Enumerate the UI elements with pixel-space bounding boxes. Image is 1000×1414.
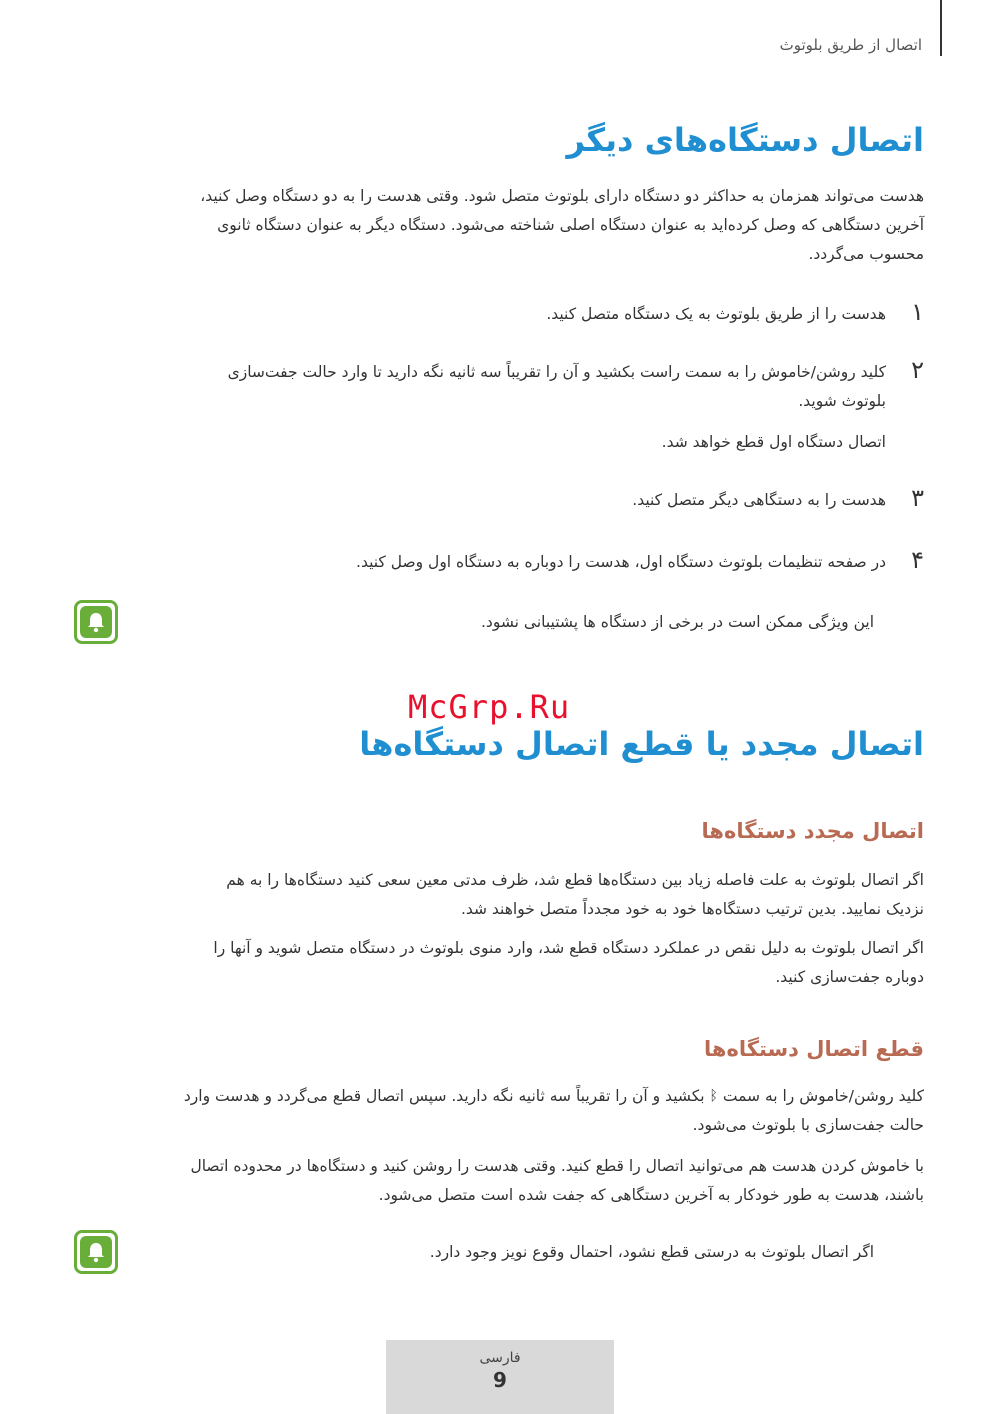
reconnect-paragraph-2 [74, 934, 924, 992]
step-number: ۲ [911, 356, 924, 384]
watermark: McGrp.Ru [408, 688, 571, 726]
note-box [74, 1230, 924, 1278]
paragraph-line: باشند، هدست به طور خودکار به آخرین دستگاهی که جفت شده است متصل می‌شود. [378, 1186, 924, 1204]
step-2-sub [74, 428, 924, 457]
section-title-reconnect-disconnect: اتصال مجدد یا قطع اتصال دستگاه‌ها [359, 725, 924, 763]
note-box [74, 600, 924, 648]
step-text: بلوتوث شوید. [798, 392, 886, 410]
step-text: اتصال دستگاه اول قطع خواهد شد. [661, 433, 886, 451]
reconnect-paragraph-1 [74, 866, 924, 924]
paragraph-line: اگر اتصال بلوتوث به دلیل نقص در عملکرد دستگاه قطع شد، وارد منوی بلوتوث در دستگاه متصل شوید و آنها را [213, 939, 924, 957]
disconnect-paragraph-1 [74, 1082, 924, 1140]
footer-language: فارسی [479, 1350, 521, 1366]
subsection-title-reconnect: اتصال مجدد دستگاه‌ها [701, 819, 924, 843]
intro-line: محسوب می‌گردد. [808, 245, 924, 263]
paragraph-line: نزدیک نمایید. بدین ترتیب دستگاه‌ها خود به خود مجدداً متصل خواهند شد. [460, 900, 924, 918]
step-1 [74, 300, 924, 329]
note-text: این ویژگی ممکن است در برخی از دستگاه ها پشتیبانی نشود. [481, 613, 874, 631]
intro-line: آخرین دستگاهی که وصل کرده‌اید به عنوان دستگاه اصلی شناخته می‌شود. دستگاه دیگر به عنوان دستگاه ثانوی [217, 216, 924, 234]
page-number: 9 [493, 1368, 507, 1392]
step-4 [74, 548, 924, 577]
step-3 [74, 486, 924, 515]
paragraph-line: دوباره جفت‌سازی کنید. [775, 968, 924, 986]
running-header: اتصال از طریق بلوتوث [779, 36, 922, 54]
subsection-title-disconnect: قطع اتصال دستگاه‌ها [704, 1037, 924, 1061]
intro-paragraph [74, 182, 924, 269]
paragraph-line: حالت جفت‌سازی با بلوتوث می‌شود. [692, 1116, 924, 1134]
page-footer [386, 1340, 614, 1414]
bluetooth-icon: ᛒ [709, 1088, 718, 1104]
note-text: اگر اتصال بلوتوث به درستی قطع نشود، احتمال وقوع نویز وجود دارد. [429, 1243, 874, 1261]
step-text: هدست را به دستگاهی دیگر متصل کنید. [632, 491, 886, 509]
step-number: ۱ [911, 298, 924, 326]
paragraph-line [74, 1082, 924, 1111]
step-number: ۴ [911, 546, 924, 574]
step-text: هدست را از طریق بلوتوث به یک دستگاه متصل کنید. [546, 305, 886, 323]
step-text: کلید روشن/خاموش را به سمت راست بکشید و آن را تقریباً سه ثانیه نگه دارید تا وارد حالت جفت‌سازی [227, 363, 886, 381]
section-title-other-devices: اتصال دستگاه‌های دیگر [566, 121, 924, 159]
paragraph-fragment: کلید روشن/خاموش را به سمت [722, 1087, 924, 1105]
paragraph-line: اگر اتصال بلوتوث به علت فاصله زیاد بین دستگاه‌ها قطع شد، ظرف مدتی معین سعی کنید دستگاه‌ها را به هم [226, 871, 924, 889]
paragraph-line: با خاموش کردن هدست هم می‌توانید اتصال را قطع کنید. وقتی هدست را روشن کنید و دستگاه‌ها در محدوده اتصال [190, 1157, 924, 1175]
disconnect-paragraph-2 [74, 1152, 924, 1210]
bell-icon [74, 1230, 118, 1274]
intro-line: هدست می‌تواند همزمان به حداکثر دو دستگاه دارای بلوتوث متصل شود. وقتی هدست را به دو دستگاه وصل کنید، [200, 187, 924, 205]
paragraph-fragment: بکشید و آن را تقریباً سه ثانیه نگه دارید. سپس اتصال قطع می‌گردد و هدست وارد [183, 1087, 705, 1105]
step-2 [74, 358, 924, 416]
step-number: ۳ [911, 484, 924, 512]
step-text: در صفحه تنظیمات بلوتوث دستگاه اول، هدست را دوباره به دستگاه اول وصل کنید. [356, 553, 886, 571]
bell-icon [74, 600, 118, 644]
header-divider [940, 0, 942, 56]
